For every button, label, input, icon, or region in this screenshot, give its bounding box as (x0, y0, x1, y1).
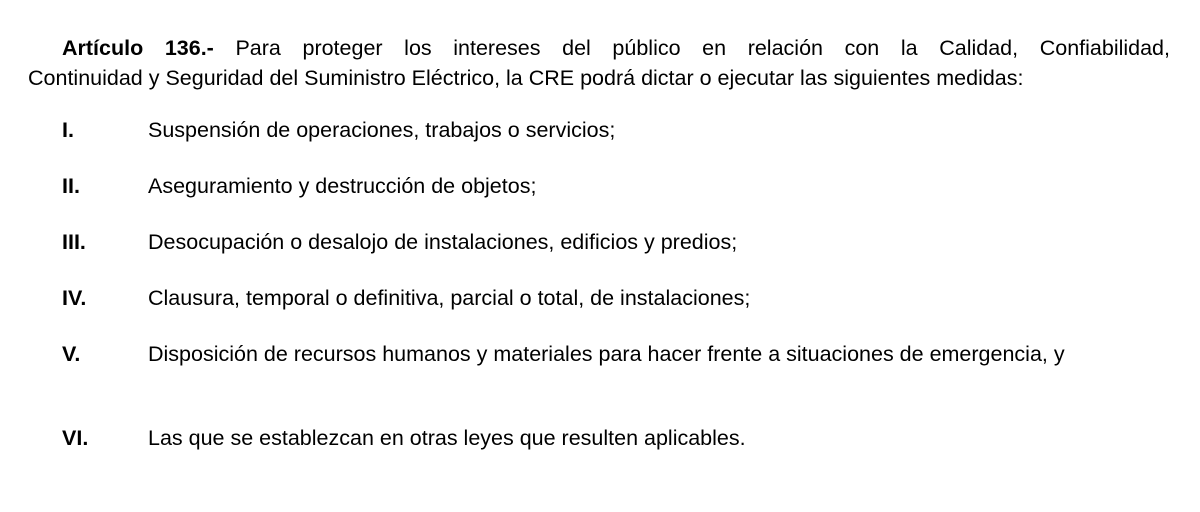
article-intro-line-1 (28, 33, 1170, 63)
item-text: Aseguramiento y destrucción de objetos; (148, 174, 537, 198)
item-numeral: V. (62, 342, 81, 366)
item-text: Disposición de recursos humanos y materiales para hacer frente a situaciones de emergencia, y (148, 342, 1065, 366)
article-label: Artículo 136.- (62, 36, 214, 60)
item-numeral: I. (62, 118, 74, 142)
item-text: Clausura, temporal o definitiva, parcial o total, de instalaciones; (148, 286, 751, 310)
item-numeral: III. (62, 230, 86, 254)
item-text: Suspensión de operaciones, trabajos o servicios; (148, 118, 616, 142)
item-numeral: VI. (62, 426, 89, 450)
item-text: Las que se establezcan en otras leyes que resulten aplicables. (148, 426, 746, 450)
article-paragraph (28, 33, 1170, 93)
item-text: Desocupación o desalojo de instalaciones, edificios y predios; (148, 230, 738, 254)
item-numeral: II. (62, 174, 80, 198)
item-numeral: IV. (62, 286, 87, 310)
article-intro-text-1: Para proteger los intereses del público en relación con la Calidad, Confiabilidad, (213, 36, 1170, 60)
article-intro-line-2: Continuidad y Seguridad del Suministro Eléctrico, la CRE podrá dictar o ejecutar las siguientes medidas: (28, 66, 1024, 90)
